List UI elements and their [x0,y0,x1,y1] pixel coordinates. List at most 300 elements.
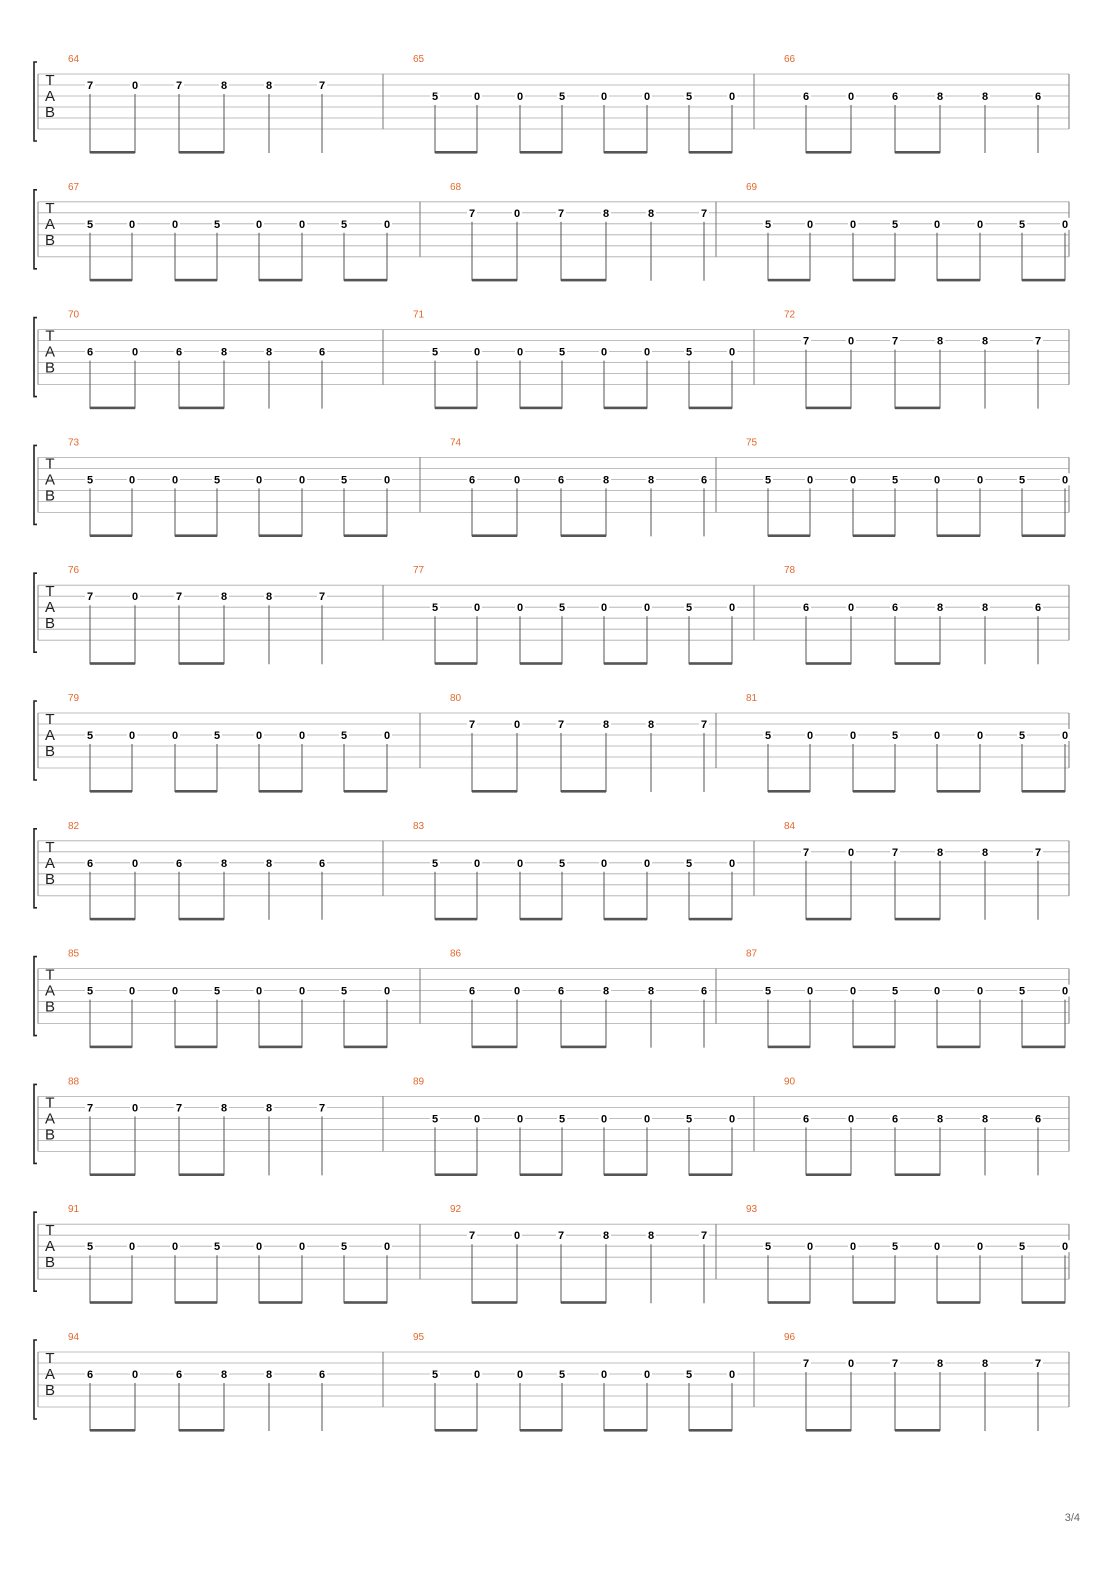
system-bracket [34,318,37,397]
fret-number: 5 [764,985,772,998]
fret-number: 0 [255,474,263,487]
measure [413,821,754,921]
fret-number: 0 [933,1241,941,1254]
fret-number: 0 [383,730,391,742]
fret-number: 0 [728,346,736,359]
fret-number: 7 [468,207,476,220]
fret-number: 6 [175,346,183,359]
fret-number: 0 [128,218,136,231]
fret-number: 6 [891,91,899,103]
tab-clef-letter: B [44,231,56,249]
measure [746,693,1070,793]
fret-number: 6 [1034,602,1042,615]
note-beam [937,1046,980,1049]
fret-number: 0 [516,857,524,870]
note-beam [175,279,217,282]
fret-number: 0 [849,1241,857,1254]
fret-number: 6 [802,602,810,615]
fret-number: 6 [1034,1113,1042,1126]
fret-number: 0 [128,1241,136,1254]
fret-number: 0 [849,730,857,742]
note-beam [90,662,135,665]
fret-number: 7 [86,591,94,604]
fret-number: 7 [802,846,810,859]
fret-number: 0 [728,91,736,103]
fret-number: 0 [131,1102,139,1115]
note-beam [604,1429,647,1432]
tab-clef-letter: B [44,359,56,377]
note-beam [937,279,980,282]
note-beam [806,918,851,921]
system-bracket [34,1212,37,1291]
fret-number: 0 [473,1113,481,1126]
fret-number: 8 [265,1369,273,1381]
fret-number: 8 [647,207,655,220]
fret-number: 0 [171,730,179,742]
fret-number: 7 [1034,846,1042,859]
tab-system [34,1204,1070,1304]
fret-number: 5 [86,218,94,231]
fret-number: 0 [849,218,857,231]
note-beam [259,534,302,537]
fret-number: 7 [175,591,183,604]
note-beam [895,1429,940,1432]
fret-number: 0 [728,1369,736,1381]
fret-number: 5 [340,1241,348,1254]
measure [784,565,1069,665]
note-beam [604,151,647,154]
measure-number: 96 [784,1332,796,1343]
fret-number: 8 [602,719,610,731]
measure [746,437,1070,537]
note-beam [520,1173,562,1176]
note-beam [520,918,562,921]
fret-number: 8 [647,985,655,998]
fret-number: 0 [728,1113,736,1126]
measure-number: 91 [68,1204,80,1216]
fret-number: 0 [513,207,521,220]
fret-number: 0 [131,346,139,359]
fret-number: 5 [1018,218,1026,231]
fret-number: 0 [298,1241,306,1254]
fret-number: 5 [558,346,566,359]
tab-clef-letter: T [45,711,55,728]
fret-number: 0 [728,857,736,870]
tab-clef-letter: T [45,455,55,473]
measure-number: 66 [784,54,796,65]
tab-clef-letter: B [44,487,56,505]
fret-number: 0 [976,1241,984,1254]
fret-number: 5 [340,218,348,231]
measure-number: 87 [746,948,758,960]
note-beam [472,1046,517,1049]
system-bracket [34,1084,37,1163]
fret-number: 5 [213,218,221,231]
fret-number: 8 [936,335,944,348]
note-beam [689,662,732,665]
fret-number: 0 [600,857,608,870]
fret-number: 0 [976,985,984,998]
measure [68,54,383,154]
fret-number: 0 [516,91,524,103]
measure [68,565,383,665]
fret-number: 8 [647,1230,655,1243]
fret-number: 0 [513,474,521,487]
fret-number: 7 [1034,1358,1042,1370]
fret-number: 0 [1061,985,1069,998]
tab-clef-letter: A [44,1366,56,1383]
note-beam [768,1046,810,1049]
note-beam [853,279,895,282]
fret-number: 6 [86,346,94,359]
tab-clef-letter: B [44,1382,56,1399]
measure [413,565,754,665]
note-beam [806,1429,851,1432]
note-beam [179,407,224,410]
fret-number: 5 [891,1241,899,1254]
fret-number: 0 [473,602,481,615]
fret-number: 5 [891,474,899,487]
fret-number: 5 [431,1113,439,1126]
fret-number: 0 [131,591,139,604]
note-beam [806,151,851,154]
fret-number: 5 [1018,1241,1026,1254]
note-beam [853,790,895,793]
note-beam [689,151,732,154]
fret-number: 6 [318,857,326,870]
system-bracket [34,701,37,780]
fret-number: 7 [468,1230,476,1243]
note-beam [806,1173,851,1176]
system-bracket [34,445,37,524]
note-beam [435,662,477,665]
tab-clef-letter: B [44,1126,56,1144]
tab-system [34,693,1070,793]
fret-number: 0 [976,218,984,231]
measure-number: 75 [746,437,758,449]
note-beam [689,1429,732,1432]
fret-number: 5 [891,218,899,231]
fret-number: 0 [806,218,814,231]
note-beam [90,1173,135,1176]
fret-number: 7 [700,207,708,220]
fret-number: 5 [685,91,693,103]
tab-system [34,310,1069,410]
fret-number: 5 [431,602,439,615]
fret-number: 8 [602,474,610,487]
fret-number: 0 [298,985,306,998]
note-beam [937,1301,980,1304]
measure [450,437,716,537]
tab-clef-letter: T [45,1222,55,1240]
page-number: 3/4 [1064,1512,1080,1524]
note-beam [344,1046,387,1049]
fret-number: 5 [86,985,94,998]
note-beam [259,790,302,793]
note-beam [561,1301,606,1304]
note-beam [768,1301,810,1304]
note-beam [435,407,477,410]
measure-number: 95 [413,1332,425,1343]
fret-number: 6 [891,602,899,615]
fret-number: 8 [265,857,273,870]
fret-number: 8 [265,80,273,92]
fret-number: 0 [131,1369,139,1381]
measure-number: 68 [450,181,462,193]
fret-number: 0 [171,218,179,231]
system-bracket [34,957,37,1036]
tab-clef-letter: T [45,966,55,984]
tab-clef-letter: B [44,743,56,760]
measure-number: 94 [68,1332,80,1343]
fret-number: 0 [1061,730,1069,742]
fret-number: 0 [728,602,736,615]
measure-number: 90 [784,1076,796,1088]
measure-number: 65 [413,54,425,65]
note-beam [435,151,477,154]
fret-number: 5 [86,730,94,742]
fret-number: 0 [806,1241,814,1254]
measure-number: 83 [413,820,425,832]
fret-number: 5 [1018,474,1026,487]
tab-clef-letter: T [45,72,55,89]
fret-number: 6 [891,1113,899,1126]
fret-number: 7 [891,335,899,348]
fret-number: 8 [936,91,944,103]
note-beam [768,790,810,793]
fret-number: 6 [175,857,183,870]
fret-number: 6 [557,985,565,998]
note-beam [1022,1301,1065,1304]
note-beam [853,1046,895,1049]
fret-number: 8 [936,1113,944,1126]
fret-number: 0 [513,719,521,731]
fret-number: 6 [802,91,810,103]
measure-number: 88 [68,1076,80,1088]
fret-number: 0 [600,602,608,615]
fret-number: 5 [213,730,221,742]
fret-number: 8 [981,91,989,103]
fret-number: 6 [175,1369,183,1381]
tab-system [34,949,1070,1049]
fret-number: 0 [643,1369,651,1381]
measure [413,54,754,154]
system-bracket [34,829,37,908]
fret-number: 0 [171,1241,179,1254]
fret-number: 8 [936,846,944,859]
tab-clef-letter: T [45,1350,55,1367]
fret-number: 0 [1061,1241,1069,1254]
measure [784,1076,1069,1176]
fret-number: 0 [976,474,984,487]
fret-number: 5 [764,730,772,742]
fret-number: 0 [643,857,651,870]
fret-number: 0 [806,730,814,742]
measure-number: 79 [68,693,80,704]
fret-number: 5 [558,857,566,870]
note-beam [768,279,810,282]
fret-number: 0 [255,730,263,742]
tab-clef-letter: T [45,838,55,856]
system-bracket [34,190,37,269]
tab-clef-letter: T [45,1094,55,1112]
fret-number: 8 [981,1358,989,1370]
measure [450,182,716,282]
fret-number: 0 [131,80,139,92]
note-beam [520,1429,562,1432]
measure-number: 80 [450,693,462,704]
note-beam [435,918,477,921]
fret-number: 5 [1018,985,1026,998]
tab-clef-letter: A [44,854,56,872]
measure [68,1332,383,1432]
measure [784,821,1069,921]
fret-number: 0 [128,985,136,998]
fret-number: 5 [558,602,566,615]
fret-number: 0 [255,985,263,998]
note-beam [1022,279,1065,282]
note-beam [853,534,895,537]
fret-number: 5 [685,1369,693,1381]
tab-clef-letter: A [44,599,56,617]
fret-number: 0 [513,1230,521,1243]
note-beam [175,1301,217,1304]
fret-number: 0 [255,218,263,231]
fret-number: 0 [255,1241,263,1254]
measure [68,182,420,282]
note-beam [520,662,562,665]
fret-number: 8 [220,346,228,359]
fret-number: 0 [933,985,941,998]
note-beam [344,1301,387,1304]
tab-clef-letter: A [44,1238,56,1256]
note-beam [179,662,224,665]
note-beam [90,279,132,282]
fret-number: 0 [128,474,136,487]
tab-clef-letter: B [44,998,56,1016]
fret-number: 7 [802,1358,810,1370]
fret-number: 0 [847,1113,855,1126]
fret-number: 0 [298,218,306,231]
note-beam [561,790,606,793]
measure-number: 76 [68,565,80,577]
fret-number: 5 [213,985,221,998]
fret-number: 5 [558,1113,566,1126]
fret-number: 7 [318,591,326,604]
fret-number: 7 [557,207,565,220]
note-beam [472,790,517,793]
fret-number: 0 [473,346,481,359]
fret-number: 5 [86,1241,94,1254]
measure [413,1332,754,1432]
measure [68,1204,420,1304]
fret-number: 5 [764,218,772,231]
note-beam [689,407,732,410]
measure [68,821,383,921]
note-beam [175,534,217,537]
fret-number: 8 [220,857,228,870]
tab-system [34,1076,1069,1176]
tab-system [34,182,1070,282]
measure [68,693,420,793]
tab-system [34,821,1069,921]
fret-number: 8 [647,719,655,731]
tab-clef-letter: A [44,1110,56,1128]
fret-number: 5 [340,985,348,998]
measure-number: 86 [450,948,462,960]
fret-number: 5 [685,346,693,359]
system-bracket [34,1340,37,1419]
fret-number: 7 [1034,335,1042,348]
note-beam [90,534,132,537]
fret-number: 0 [933,474,941,487]
tab-clef-letter: T [45,327,55,345]
note-beam [895,407,940,410]
measure [784,54,1069,154]
fret-number: 7 [175,1102,183,1115]
system-bracket [34,573,37,652]
note-beam [895,1173,940,1176]
note-beam [520,151,562,154]
fret-number: 0 [847,602,855,615]
fret-number: 8 [981,846,989,859]
fret-number: 0 [171,474,179,487]
fret-number: 8 [220,1102,228,1115]
fret-number: 5 [340,730,348,742]
fret-number: 5 [340,474,348,487]
fret-number: 7 [557,1230,565,1243]
fret-number: 0 [600,1369,608,1381]
measure-number: 67 [68,181,80,193]
tab-clef-letter: A [44,471,56,489]
fret-number: 0 [600,91,608,103]
note-beam [1022,534,1065,537]
fret-number: 6 [468,985,476,998]
fret-number: 0 [600,1113,608,1126]
note-beam [895,151,940,154]
measure [68,437,420,537]
fret-number: 5 [431,346,439,359]
fret-number: 5 [431,857,439,870]
note-beam [179,1429,224,1432]
note-beam [344,279,387,282]
note-beam [435,1429,477,1432]
fret-number: 5 [764,1241,772,1254]
fret-number: 0 [516,346,524,359]
fret-number: 6 [318,346,326,359]
fret-number: 0 [171,985,179,998]
measure [746,182,1070,282]
fret-number: 0 [516,1369,524,1381]
measure-number: 64 [68,54,80,65]
tab-clef-letter: A [44,215,56,233]
tab-system [34,437,1070,537]
note-beam [90,407,135,410]
tab-clef-letter: B [44,615,56,633]
fret-number: 8 [265,346,273,359]
fret-number: 8 [602,985,610,998]
tab-clef-letter: A [44,88,56,105]
tab-clef-letter: B [44,1254,56,1272]
note-beam [895,662,940,665]
fret-number: 6 [802,1113,810,1126]
fret-number: 6 [86,1369,94,1381]
measure-number: 73 [68,437,80,449]
tab-clef-letter: T [45,583,55,601]
fret-number: 8 [265,1102,273,1115]
note-beam [179,151,224,154]
measure-number: 82 [68,820,80,832]
